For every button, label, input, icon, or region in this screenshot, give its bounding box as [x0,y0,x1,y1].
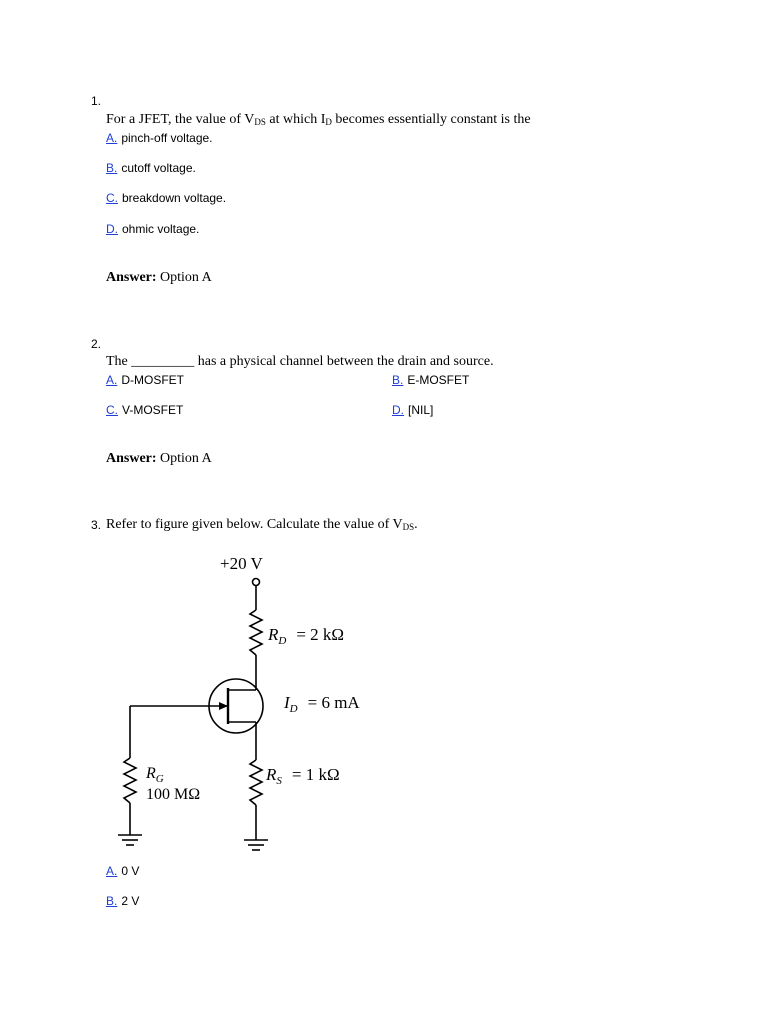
answer-label: Answer: [106,451,157,466]
option-text: 0 V [121,864,140,878]
q3-option-a[interactable] [106,864,139,878]
supply-terminal [253,579,260,586]
option-text: 2 V [121,894,140,908]
q1-text-part: at which I [265,112,326,127]
q1-text-part: becomes essentially constant is the [331,112,531,127]
option-letter[interactable]: A. [106,864,118,878]
resistor-rg [124,758,136,803]
option-letter[interactable]: D. [392,403,404,417]
option-text: cutoff voltage. [121,161,196,175]
resistor-rs [250,760,262,805]
rd-label: $R_D = 2$ kΩ [268,625,345,647]
option-text: E-MOSFET [407,373,470,387]
resistor-rd [250,610,262,655]
option-text: ohmic voltage. [122,222,200,236]
option-letter[interactable]: A. [106,131,118,145]
option-text: pinch-off voltage. [121,131,213,145]
option-letter[interactable]: B. [106,161,118,175]
answer-label: Answer: [106,270,157,285]
option-letter[interactable]: A. [106,373,118,387]
question-3-text [106,517,418,533]
q3-sub-ds: DS [402,522,415,532]
rs-label: $R_S = 1$ kΩ [266,765,340,787]
question-3-number: 3. [91,518,102,532]
option-text: [NIL] [408,403,434,417]
jfet-circuit-diagram [0,540,420,860]
answer-value: Option A [160,451,212,466]
id-label: $I_D = 6$ mA [284,693,360,715]
option-letter[interactable]: C. [106,403,118,417]
question-1-text [106,112,531,128]
q1-option-a[interactable] [106,131,213,145]
option-letter[interactable]: C. [106,191,118,205]
q1-answer [106,270,212,286]
rg-value: 100 MΩ [146,786,201,803]
q2-option-b[interactable] [392,373,469,387]
option-text: breakdown voltage. [122,191,227,205]
option-letter[interactable]: D. [106,222,118,236]
q3-text-part: Refer to figure given below. Calculate the value of V [106,517,403,532]
q1-sub-ds: DS [254,117,266,127]
q1-text-part: For a JFET, the value of V [106,112,255,127]
q2-option-c[interactable] [106,403,183,417]
q1-sub-d: D [325,117,332,127]
supply-label: +20 V [220,554,263,573]
q1-option-b[interactable] [106,161,196,175]
gate-arrow [219,702,228,710]
q2-option-d[interactable] [392,403,433,417]
q2-answer [106,451,212,467]
q3-text-part: . [414,517,418,532]
q1-option-c[interactable] [106,191,226,205]
q1-option-d[interactable] [106,222,199,236]
option-letter[interactable]: B. [392,373,404,387]
rg-label: $R_G$ [146,765,164,785]
question-2-text: The _________ has a physical channel between the drain and source. [106,354,494,369]
q3-option-b[interactable] [106,894,139,908]
option-text: V-MOSFET [122,403,184,417]
answer-value: Option A [160,270,212,285]
question-1-number: 1. [91,94,102,108]
q2-option-a[interactable] [106,373,184,387]
option-text: D-MOSFET [121,373,185,387]
question-2-number: 2. [91,337,102,351]
option-letter[interactable]: B. [106,894,118,908]
